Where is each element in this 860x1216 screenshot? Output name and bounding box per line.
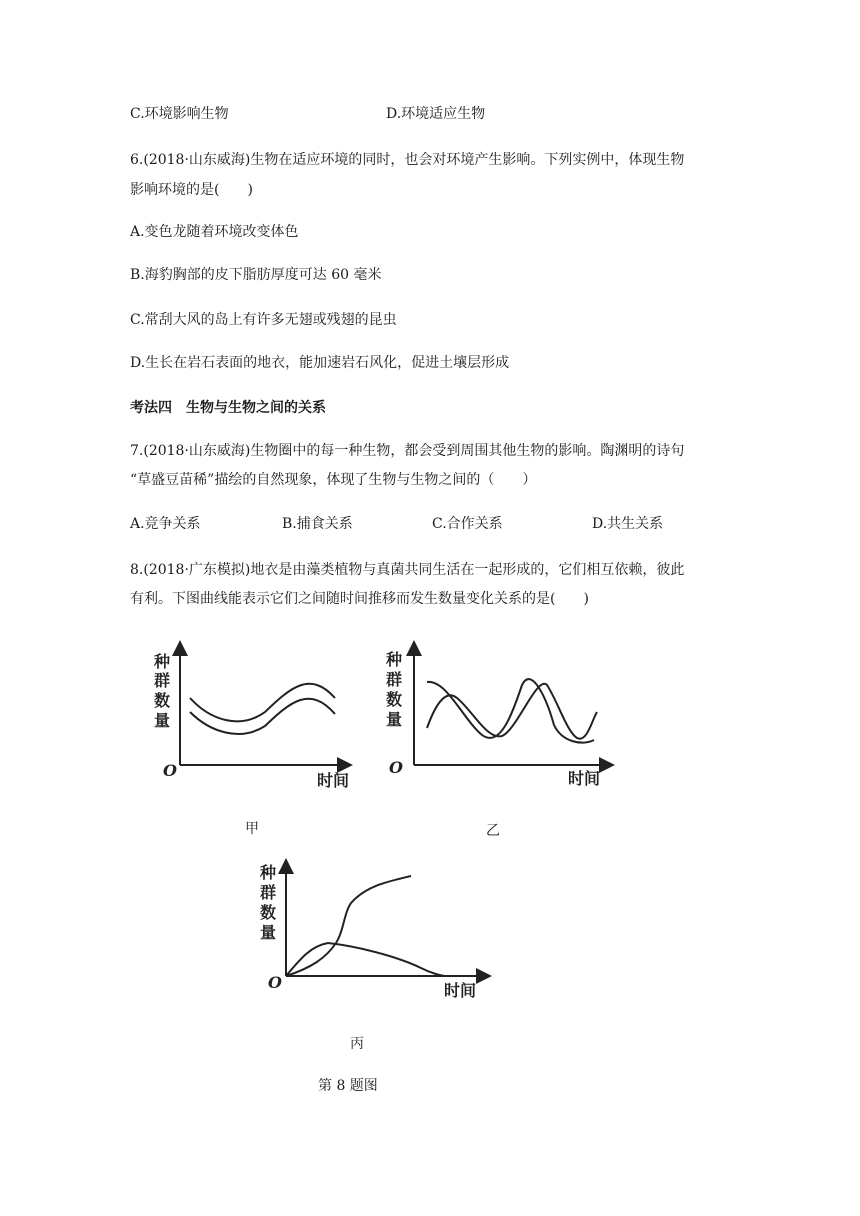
origin-label: O — [389, 758, 403, 777]
q7-stem-line2: “草盛豆苗稀”描绘的自然现象，体现了生物与生物之间的（ ） — [130, 472, 537, 488]
q6-stem-line2: 影响环境的是( ) — [130, 182, 253, 198]
y-label-char: 数 — [260, 903, 277, 922]
x-axis-label: 时间 — [444, 981, 477, 1000]
q6-option-d: D.生长在岩石表面的地衣，能加速岩石风化，促进土壤层形成 — [130, 355, 510, 371]
q7-option-d: D.共生关系 — [592, 516, 664, 532]
y-label-char: 量 — [260, 923, 277, 942]
y-label-char: 种 — [386, 650, 403, 669]
curve-prey — [427, 679, 594, 743]
curve-lower — [190, 699, 335, 734]
curve-declining — [286, 943, 446, 976]
y-label-char: 量 — [154, 711, 171, 730]
q5-option-d: D.环境适应生物 — [386, 106, 486, 122]
q7-option-b: B.捕食关系 — [282, 516, 353, 532]
figure-caption: 第 8 题图 — [318, 1078, 378, 1094]
q7-option-c: C.合作关系 — [432, 516, 503, 532]
q5-option-c: C.环境影响生物 — [130, 106, 229, 122]
y-label-char: 种 — [154, 652, 171, 671]
origin-label: O — [163, 761, 177, 780]
x-axis-label: 时间 — [317, 771, 350, 790]
curve-increasing — [286, 876, 411, 976]
y-label-char: 量 — [386, 710, 403, 729]
q6-option-b: B.海豹胸部的皮下脂肪厚度可达 60 毫米 — [130, 267, 382, 283]
section-heading: 考法四 生物与生物之间的关系 — [130, 400, 326, 416]
y-label-char: 数 — [386, 690, 403, 709]
y-label-char: 数 — [154, 691, 171, 710]
curve-upper — [190, 684, 335, 722]
figure-jia — [150, 640, 350, 800]
q6-option-c: C.常刮大风的岛上有许多无翅或残翅的昆虫 — [130, 312, 397, 328]
figure-jia-caption: 甲 — [245, 821, 259, 837]
y-label-char: 群 — [386, 670, 403, 689]
q7-stem-line1: 7.(2018·山东威海)生物圈中的每一种生物，都会受到周围其他生物的影响。陶渊明的诗句 — [130, 443, 685, 459]
y-label-char: 种 — [260, 863, 277, 882]
figure-bing — [256, 858, 496, 1008]
origin-label: O — [268, 973, 282, 992]
q7-option-a: A.竞争关系 — [130, 516, 201, 532]
figure-yi-caption: 乙 — [486, 823, 500, 839]
q6-option-a: A.变色龙随着环境改变体色 — [130, 224, 299, 240]
y-label-char: 群 — [154, 671, 171, 690]
q8-stem-line2: 有利。下图曲线能表示它们之间随时间推移而发生数量变化关系的是( ) — [130, 591, 589, 607]
figure-yi — [382, 640, 612, 800]
q8-stem-line1: 8.(2018·广东模拟)地衣是由藻类植物与真菌共同生活在一起形成的，它们相互依赖，彼此 — [130, 562, 685, 578]
q6-stem-line1: 6.(2018·山东威海)生物在适应环境的同时，也会对环境产生影响。下列实例中，体现生物 — [130, 152, 685, 168]
y-label-char: 群 — [260, 883, 277, 902]
figure-bing-caption: 丙 — [350, 1036, 364, 1052]
x-axis-label: 时间 — [568, 769, 601, 788]
